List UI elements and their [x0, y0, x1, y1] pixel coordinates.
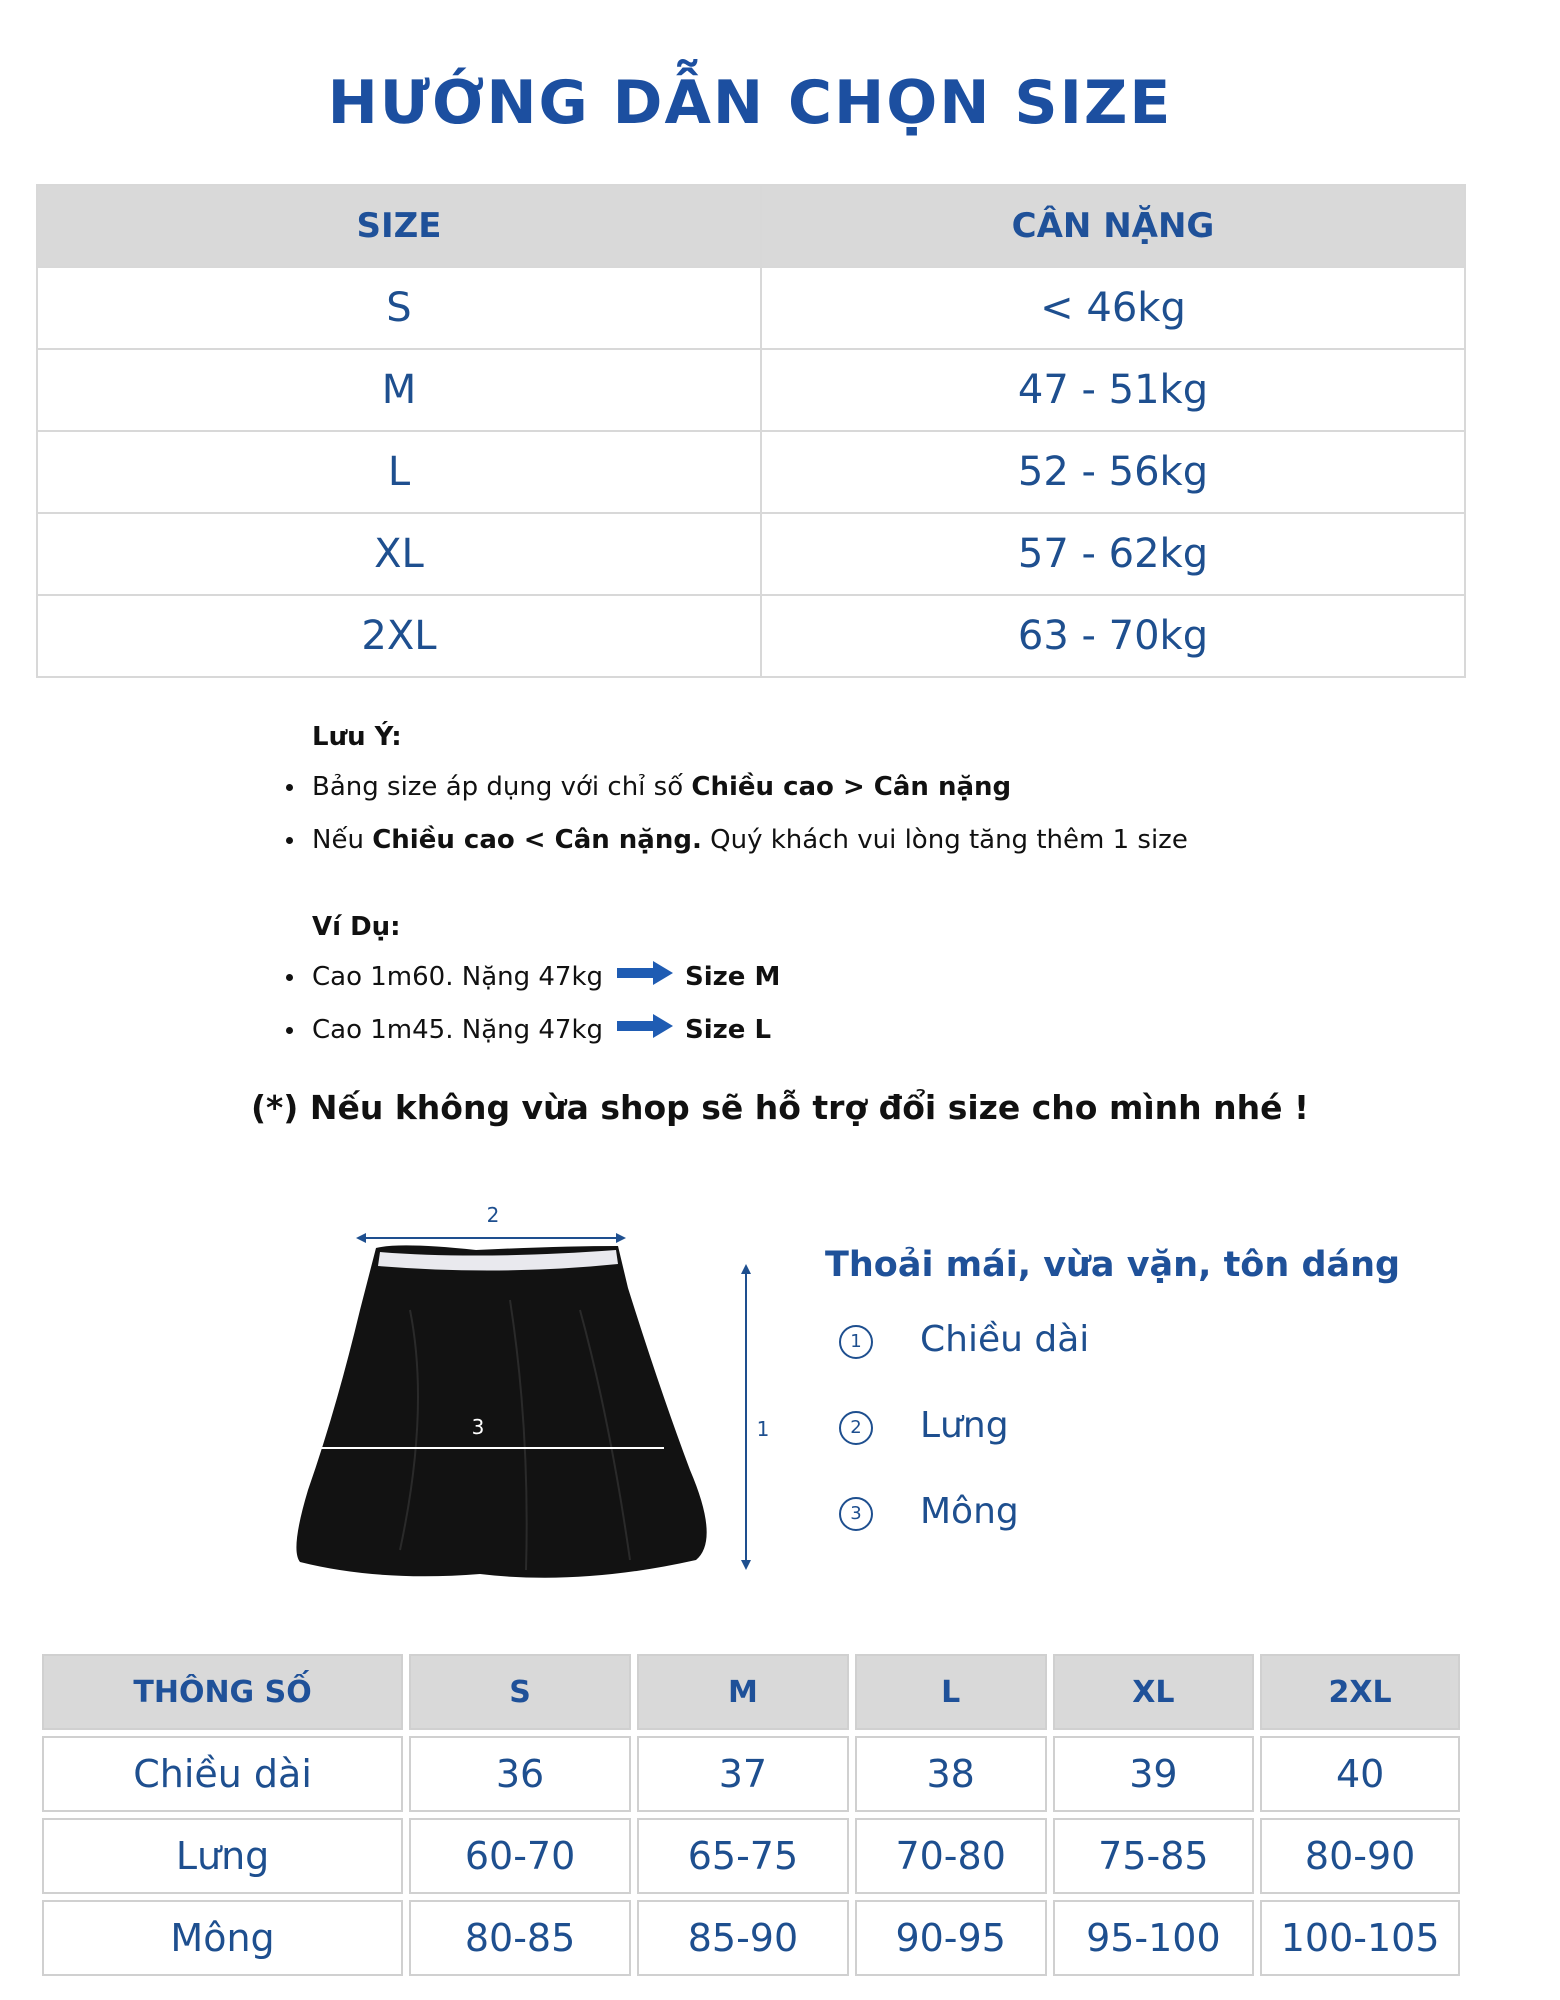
- spec-value-cell: 65-75: [637, 1818, 849, 1894]
- spec-value-cell: 90-95: [855, 1900, 1047, 1976]
- features-section: [825, 1245, 1400, 1583]
- table-row: [42, 1818, 1460, 1894]
- table-row: [37, 595, 1465, 677]
- example-result: Size M: [685, 962, 781, 992]
- note-bold: Chiều cao < Cân nặng.: [372, 825, 702, 855]
- spec-value-cell: 39: [1053, 1736, 1255, 1812]
- arrow-head-icon: [741, 1264, 751, 1274]
- feature-item: [825, 1405, 1400, 1497]
- length-label: 1: [756, 1417, 770, 1441]
- size-cell: XL: [37, 513, 761, 595]
- waist-label: 2: [486, 1203, 500, 1227]
- weight-cell: < 46kg: [761, 267, 1465, 349]
- header-size-2xl: 2XL: [1260, 1654, 1460, 1730]
- header-size-m: M: [637, 1654, 849, 1730]
- weight-cell: 63 - 70kg: [761, 595, 1465, 677]
- table-row: [42, 1736, 1460, 1812]
- right-arrow-icon: [617, 960, 673, 995]
- header-spec: THÔNG SỐ: [42, 1654, 403, 1730]
- size-cell: M: [37, 349, 761, 431]
- weight-cell: 47 - 51kg: [761, 349, 1465, 431]
- example-item: [312, 960, 1188, 1013]
- hip-label: 3: [471, 1415, 485, 1439]
- header-size-l: L: [855, 1654, 1047, 1730]
- header-size-s: S: [409, 1654, 631, 1730]
- note-text: Nếu: [312, 825, 373, 855]
- example-text: Cao 1m45. Nặng 47kg: [312, 1015, 604, 1045]
- weight-cell: 52 - 56kg: [761, 431, 1465, 513]
- table-row: [37, 513, 1465, 595]
- feature-item: [825, 1319, 1400, 1411]
- note-text: Quý khách vui lòng tăng thêm 1 size: [701, 825, 1188, 855]
- table-row: [42, 1900, 1460, 1976]
- circled-number-icon: 2: [839, 1411, 873, 1445]
- size-cell: S: [37, 267, 761, 349]
- note-item: [312, 823, 1188, 876]
- size-cell: 2XL: [37, 595, 761, 677]
- size-weight-table: [36, 184, 1466, 678]
- feature-label: Chiều dài: [920, 1319, 1090, 1360]
- spec-name-cell: Mông: [42, 1900, 403, 1976]
- size-cell: L: [37, 431, 761, 513]
- arrow-head-icon: [616, 1233, 626, 1243]
- spec-value-cell: 85-90: [637, 1900, 849, 1976]
- example-text: Cao 1m60. Nặng 47kg: [312, 962, 604, 992]
- spec-value-cell: 80-90: [1260, 1818, 1460, 1894]
- note-bold: Chiều cao > Cân nặng: [691, 772, 1012, 802]
- table-row: [37, 349, 1465, 431]
- weight-cell: 57 - 62kg: [761, 513, 1465, 595]
- feature-item: [825, 1491, 1400, 1583]
- page-title: HƯỚNG DẪN CHỌN SIZE: [327, 68, 1173, 138]
- circled-number-icon: 1: [839, 1325, 873, 1359]
- spec-value-cell: 36: [409, 1736, 631, 1812]
- notes-heading: Lưu Ý:: [312, 722, 402, 752]
- arrow-head-icon: [356, 1233, 366, 1243]
- measurement-table: [36, 1648, 1466, 1982]
- table-row: [37, 431, 1465, 513]
- features-title: Thoải mái, vừa vặn, tôn dáng: [825, 1245, 1401, 1285]
- header-size-xl: XL: [1053, 1654, 1255, 1730]
- support-note: (*) Nếu không vừa shop sẽ hỗ trợ đổi size cho mình nhé !: [250, 1088, 1310, 1127]
- feature-label: Mông: [920, 1491, 1019, 1532]
- notes-section: [312, 722, 1188, 1066]
- feature-label: Lưng: [920, 1405, 1009, 1446]
- note-text: Bảng size áp dụng với chỉ số: [312, 772, 692, 802]
- header-weight: CÂN NẶNG: [761, 185, 1465, 267]
- spec-name-cell: Lưng: [42, 1818, 403, 1894]
- spec-value-cell: 95-100: [1053, 1900, 1255, 1976]
- example-item: [312, 1013, 1188, 1066]
- spec-value-cell: 75-85: [1053, 1818, 1255, 1894]
- spec-value-cell: 100-105: [1260, 1900, 1460, 1976]
- spec-value-cell: 37: [637, 1736, 849, 1812]
- spec-value-cell: 80-85: [409, 1900, 631, 1976]
- spec-value-cell: 38: [855, 1736, 1047, 1812]
- spec-name-cell: Chiều dài: [42, 1736, 403, 1812]
- arrow-head-icon: [741, 1560, 751, 1570]
- skirt-diagram: [280, 1190, 770, 1600]
- right-arrow-icon: [617, 1013, 673, 1048]
- circled-number-icon: 3: [839, 1497, 873, 1531]
- skirt-shape: [296, 1245, 706, 1577]
- spec-value-cell: 40: [1260, 1736, 1460, 1812]
- table-row: [37, 267, 1465, 349]
- example-result: Size L: [685, 1015, 772, 1045]
- spec-value-cell: 70-80: [855, 1818, 1047, 1894]
- note-item: [312, 770, 1188, 823]
- header-size: SIZE: [37, 185, 761, 267]
- spec-value-cell: 60-70: [409, 1818, 631, 1894]
- example-heading: Ví Dụ:: [312, 912, 401, 942]
